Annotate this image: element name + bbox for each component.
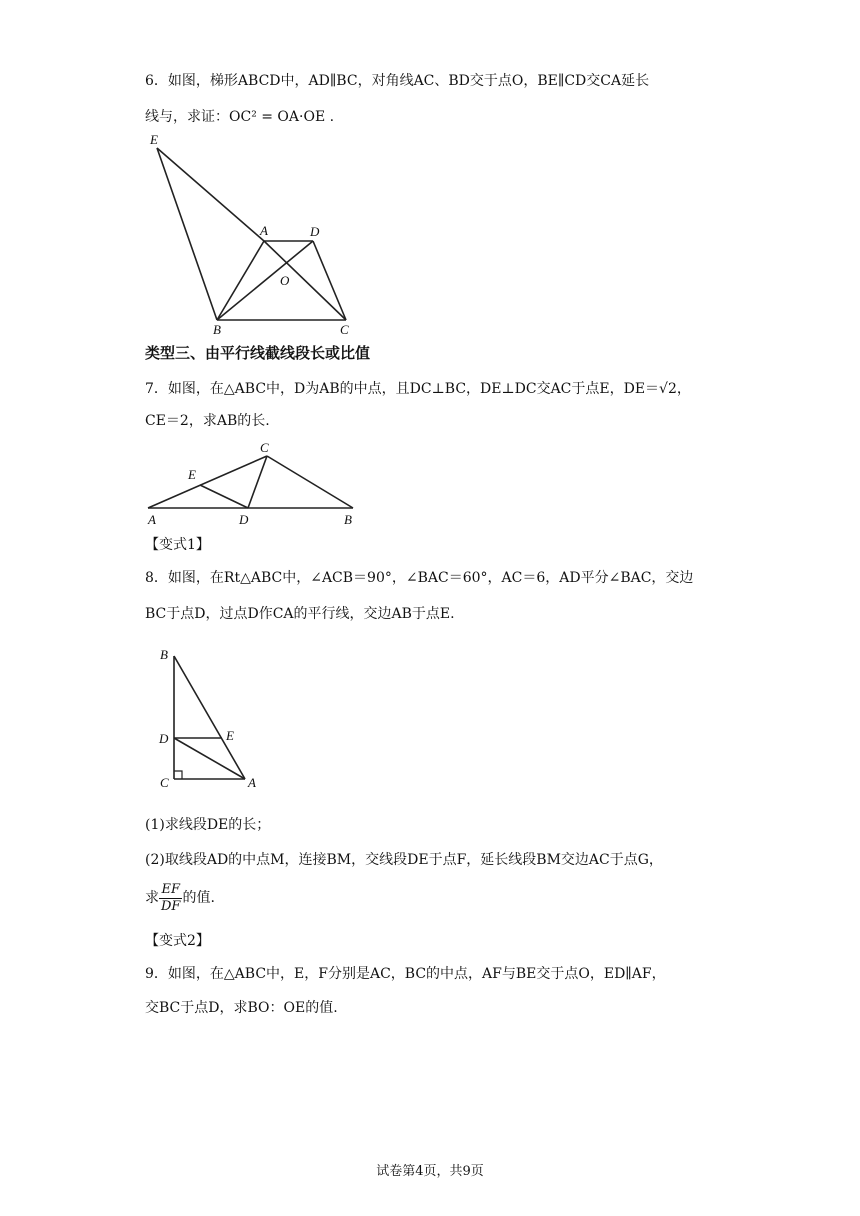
- label-d: D: [310, 224, 320, 239]
- q6-line-2: 线与，求证：OC² = OA·OE .: [145, 109, 335, 125]
- q8-part-2: (2)取线段AD的中点M，连接BM，交线段DE于点F，延长线段BM交边AC于点G，: [145, 852, 663, 868]
- q9-line-2: 交BC于点D，求BO：OE的值.: [145, 1000, 338, 1016]
- q6-line-1: 6．如图，梯形ABCD中，AD∥BC，对角线AC、BD交于点O，BE∥CD交CA延长: [145, 73, 650, 89]
- label-a: A: [148, 512, 156, 527]
- section-title: 类型三、由平行线截线段长或比值: [145, 344, 371, 362]
- variant-1-label: 【变式1】: [145, 537, 210, 553]
- figure-right-triangle: [150, 640, 270, 798]
- label-e: E: [150, 132, 158, 147]
- segment-ba: [174, 656, 245, 779]
- variant-2-label: 【变式2】: [145, 933, 210, 949]
- q8-part-3-suffix: 的值.: [182, 890, 215, 906]
- q8-line-1: 8．如图，在Rt△ABC中，∠ACB＝90°，∠BAC＝60°，AC＝6，AD平分∠BAC，交边: [145, 570, 694, 586]
- figure-trapezoid: [140, 128, 370, 340]
- q7-line-2: CE＝2，求AB的长.: [145, 413, 270, 429]
- segment-bd: [217, 241, 313, 320]
- segment-da: [174, 738, 245, 779]
- label-o: O: [280, 273, 290, 288]
- label-c: C: [340, 322, 349, 337]
- segment-ac: [148, 456, 267, 508]
- q8-line-2: BC于点D，过点D作CA的平行线，交边AB于点E.: [145, 606, 455, 622]
- q8-part-3: [145, 880, 215, 916]
- segment-ba: [217, 241, 264, 320]
- label-c: C: [160, 775, 169, 790]
- label-d: D: [239, 512, 249, 527]
- label-e: E: [188, 467, 196, 482]
- page-footer: 试卷第4页，共9页: [376, 1164, 484, 1179]
- fraction-denominator: DF: [161, 898, 181, 914]
- fraction-numerator: EF: [159, 882, 182, 899]
- q8-part-1: (1)求线段DE的长；: [145, 817, 271, 833]
- right-angle-mark: [174, 771, 182, 779]
- q8-part-3-prefix: 求: [145, 890, 159, 906]
- q7-line-1: 7．如图，在△ABC中，D为AB的中点，且DC⊥BC，DE⊥DC交AC于点E，DE＝√2，: [145, 381, 691, 397]
- segment-dc: [313, 241, 346, 320]
- label-a: A: [260, 223, 268, 238]
- segment-ed: [200, 485, 248, 508]
- label-a: A: [248, 775, 256, 790]
- fraction-ef-df: [159, 882, 182, 915]
- figure-triangle-abc: [140, 436, 365, 528]
- label-c: C: [260, 440, 269, 455]
- segment-cb: [267, 456, 353, 508]
- label-d: D: [159, 731, 169, 746]
- q9-line-1: 9．如图，在△ABC中，E，F分别是AC，BC的中点，AF与BE交于点O，ED∥AF，: [145, 966, 666, 982]
- label-e: E: [226, 728, 234, 743]
- segment-ac: [264, 241, 346, 320]
- label-b: B: [160, 647, 168, 662]
- label-b: B: [344, 512, 352, 527]
- label-b: B: [213, 322, 221, 337]
